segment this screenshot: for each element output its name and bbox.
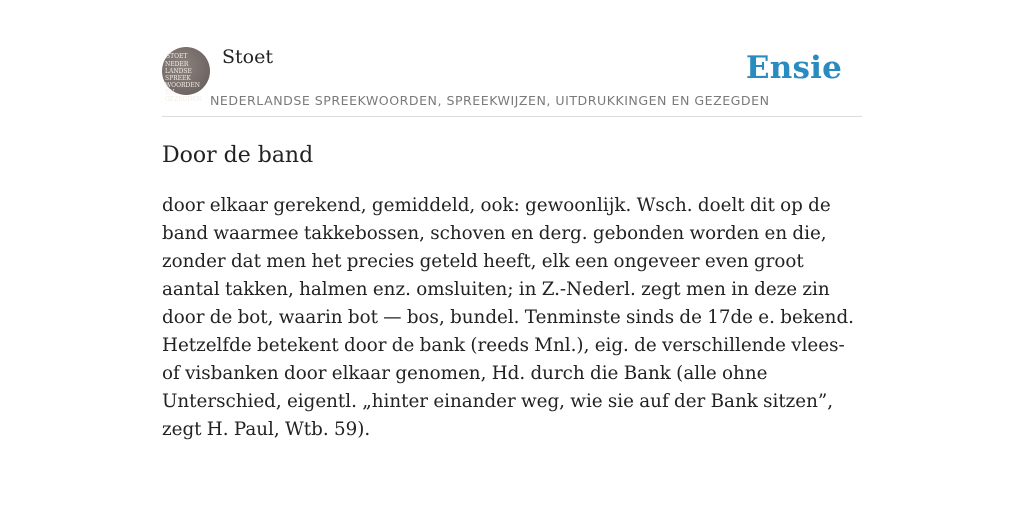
avatar-caption: STOET [166,53,188,60]
avatar-cover-text: NEDER LANDSE SPREEK WOORDEN EN GEZEGDEN [165,61,202,103]
source-avatar[interactable] [162,47,210,103]
brand-logo[interactable]: Ensie [745,50,842,86]
entry-definition: door elkaar gerekend, gemiddeld, ook: gewoonlijk. Wsch. doelt dit op de band waarmee takkebossen, schoven en derg. gebonden worden en die, zonder dat men het precies geteld heeft, elk een ongeveer even groot aantal takken, halmen enz. omsluiten; in Z.-Nederl. zegt men in deze zin door de bot, waarin bot — bos, bundel. Tenminste sinds de 17de e. bekend. Hetzelfde betekent door de bank (reeds Mnl.), eig. de verschillende vlees- of visbanken door elkaar genomen, Hd. durch die Bank (alle ohne Unterschied, eigentl. „hinter einander weg, wie sie auf der Bank sitzen”, zegt H. Paul, Wtb. 59). [162,195,854,440]
source-name-link[interactable]: Stoet [222,46,273,68]
entry-title: Door de band [162,143,314,168]
entry-card [162,44,862,444]
source-subtitle: NEDERLANDSE SPREEKWOORDEN, SPREEKWIJZEN, UITDRUKKINGEN EN GEZEGDEN [210,93,770,108]
source-header [162,44,862,117]
